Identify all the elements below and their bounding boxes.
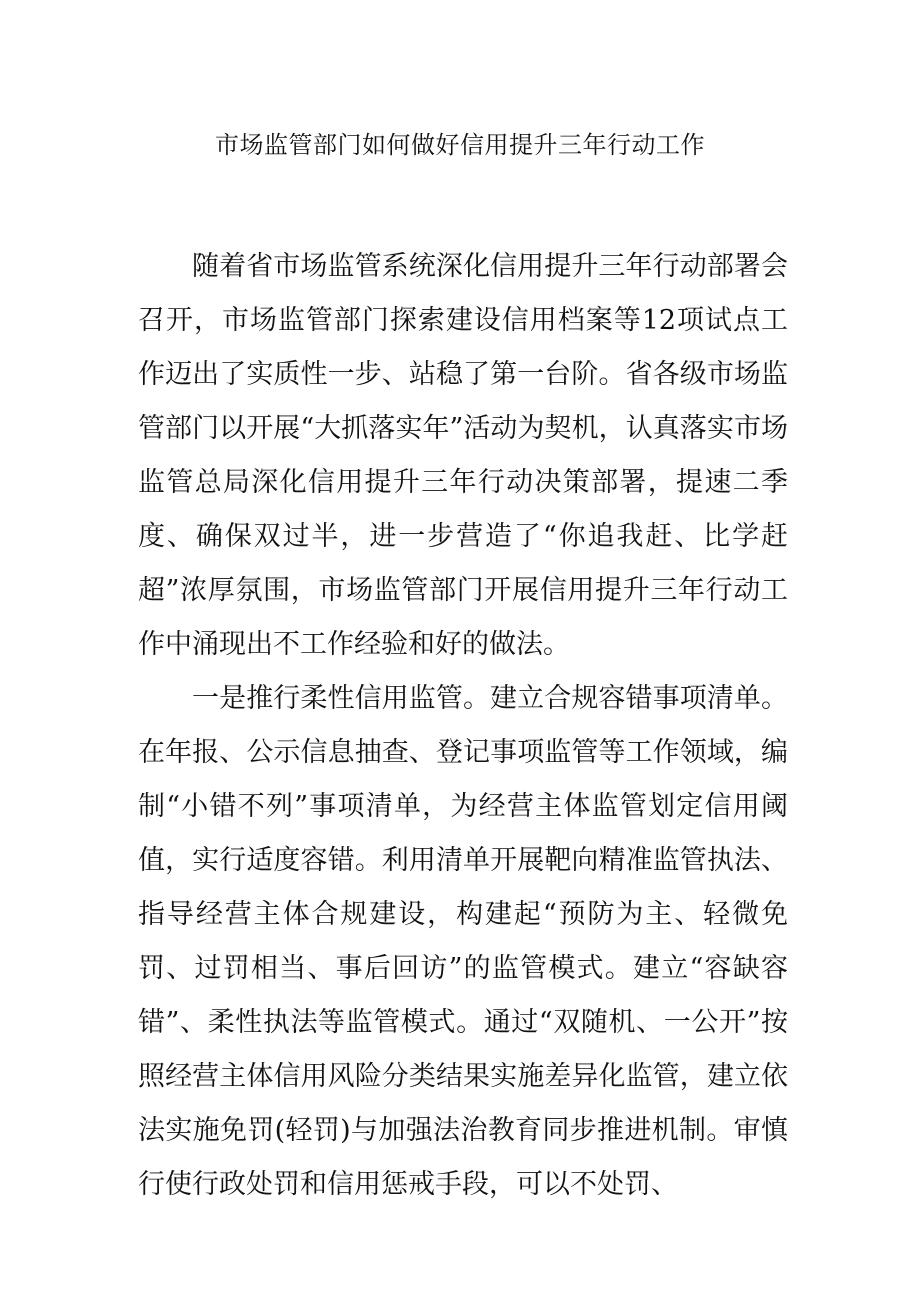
document-title: 市场监管部门如何做好信用提升三年行动工作 — [215, 131, 705, 159]
paragraph-intro: 随着省市场监管系统深化信用提升三年行动部署会召开，市场监管部门探索建设信用档案等12项试点工作迈出了实质性一步、站稳了第一台阶。省各级市场监管部门以开展“大抓落实年”活动为契机，认真落实市场监管总局深化信用提升三年行动决策部署，提速二季度、确保双过半，进一步营造了“你追我赶、比学赶超”浓厚氛围，市场监管部门开展信用提升三年行动工作中涌现出不工作经验和好的做法。 — [138, 251, 788, 660]
paragraph-point-one: 一是推行柔性信用监管。建立合规容错事项清单。在年报、公示信息抽查、登记事项监管等工作领域，编制“小错不列”事项清单，为经营主体监管划定信用阈值，实行适度容错。利用清单开展靶向精准监管执法、指导经营主体合规建设，构建起“预防为主、轻微免罚、过罚相当、事后回访”的监管模式。建立“容缺容错”、柔性执法等监管模式。通过“双随机、一公开”按照经营主体信用风险分类结果实施差异化监管，建立依法实施免罚(轻罚)与加强法治教育同步推进机制。审慎行使行政处罚和信用惩戒手段，可以不处罚、 — [138, 683, 788, 1200]
document-body — [138, 240, 788, 1212]
